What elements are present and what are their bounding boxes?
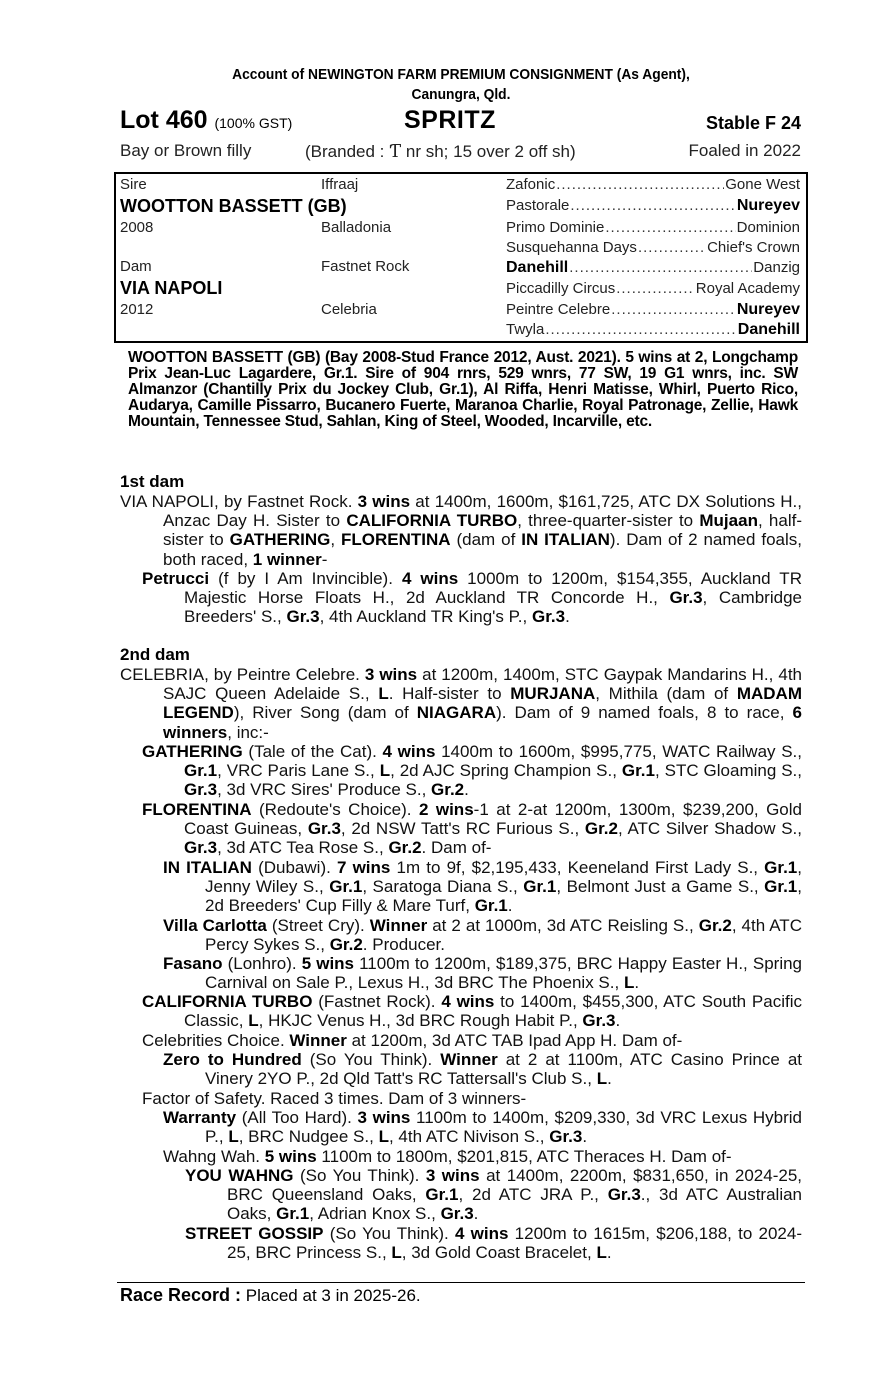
ancestor-sire-name: Gone West bbox=[725, 176, 800, 193]
ancestor-name: Primo Dominie bbox=[506, 219, 605, 236]
progeny-entry: GATHERING (Tale of the Cat). 4 wins 1400m to 1600m, $995,775, WATC Railway S., Gr.1, VRC Paris Lane S., L, 2d AJC Spring Champion S., Gr.1, STC Gloaming S., Gr.3, 3d VRC Sires' Produce S., Gr.2. bbox=[142, 742, 802, 800]
progeny-entry: Warranty (All Too Hard). 3 wins 1100m to 1400m, $209,330, 3d VRC Lexus Hybrid P., L, BRC Nudgee S., L, 4th ATC Nivison S., Gr.3. bbox=[163, 1108, 802, 1147]
leader-dots bbox=[570, 197, 735, 214]
progeny-entry: Wahng Wah. 5 wins 1100m to 1800m, $201,815, ATC Theraces H. Dam of- bbox=[163, 1147, 732, 1166]
foaled-year: Foaled in 2022 bbox=[688, 141, 801, 160]
ancestor-name: Susquehanna Days bbox=[506, 239, 637, 256]
horse-name: SPRITZ bbox=[404, 106, 496, 134]
vendor-line-2: Canungra, Qld. bbox=[411, 86, 511, 103]
dam-label: Dam bbox=[120, 258, 152, 275]
dam-sire: Fastnet Rock bbox=[321, 258, 410, 275]
pedigree-ancestor-line bbox=[506, 219, 800, 236]
sire-name: WOOTTON BASSETT (GB) bbox=[120, 196, 347, 216]
ancestor-name: Pastorale bbox=[506, 197, 570, 214]
lot-number bbox=[120, 106, 292, 135]
pedigree-ancestor-line bbox=[506, 301, 800, 319]
ancestor-sire-name: Nureyev bbox=[736, 301, 800, 318]
progeny-entry: Zero to Hundred (So You Think). Winner at 2 at 1100m, ATC Casino Prince at Vinery 2YO P., 2d Qld Tatt's RC Tattersall's Club S., L. bbox=[163, 1050, 802, 1089]
sire-sire: Iffraaj bbox=[321, 176, 359, 193]
progeny-entry: STREET GOSSIP (So You Think). 4 wins 1200m to 1615m, $206,188, to 2024-25, BRC Princess S., L, 3d Gold Coast Bracelet, L. bbox=[185, 1224, 802, 1263]
sire-label: Sire bbox=[120, 176, 147, 193]
second-dam-heading: 2nd dam bbox=[120, 645, 190, 664]
ancestor-sire-name: Chief's Crown bbox=[707, 239, 800, 256]
ancestor-sire-name: Danehill bbox=[737, 321, 800, 338]
pedigree-ancestor-line bbox=[506, 280, 800, 297]
progeny-entry: Villa Carlotta (Street Cry). Winner at 2 at 1000m, 3d ATC Reisling S., Gr.2, 4th ATC Percy Sykes S., Gr.2. Producer. bbox=[163, 916, 802, 955]
ancestor-name: Peintre Celebre bbox=[506, 301, 611, 318]
vendor-line-1: Account of NEWINGTON FARM PREMIUM CONSIGNMENT (As Agent), bbox=[232, 66, 690, 83]
gst-note: (100% GST) bbox=[214, 115, 293, 131]
pedigree-ancestor-line bbox=[506, 197, 800, 215]
dam-name: VIA NAPOLI bbox=[120, 278, 223, 298]
pedigree-ancestor-line bbox=[506, 321, 800, 339]
sex-colour: Bay or Brown filly bbox=[120, 141, 252, 160]
brand-prefix: (Branded : bbox=[305, 142, 385, 161]
sire-summary: WOOTTON BASSETT (GB) (Bay 2008-Stud France 2012, Aust. 2021). 5 wins at 2, Longchamp Prix Jean-Luc Lagardere, Gr.1. Sire of 904 rnrs, 529 wnrs, 77 SW, 19 G1 wnrs, inc. SW Almanzor (Chantilly Prix du Jockey Club, Gr.1), Al Riffa, Henri Matisse, Whirl, Puerto Rico, Audarya, Camille Pissarro, Bucanero Fuerte, Maranoa Charlie, Royal Patronage, Zellie, Hawk Mountain, Tennessee Stud, Sahlan, King of Steel, Wooded, Incarville, etc. bbox=[128, 349, 798, 430]
dam-dam: Celebria bbox=[321, 301, 377, 318]
progeny-entry: Factor of Safety. Raced 3 times. Dam of 3 winners- bbox=[142, 1089, 527, 1108]
ancestor-sire-name: Nureyev bbox=[736, 197, 800, 214]
brand-symbol-icon: Ƭ bbox=[389, 141, 402, 162]
race-record bbox=[120, 1285, 421, 1306]
progeny-entry: Petrucci (f by I Am Invincible). 4 wins 1000m to 1200m, $154,355, Auckland TR Majestic Horse Floats H., 2d Auckland TR Concorde H., Gr.3, Cambridge Breeders' S., Gr.3, 4th Auckland TR King's P., Gr.3. bbox=[142, 569, 802, 627]
sire-year: 2008 bbox=[120, 219, 154, 236]
progeny-entry: FLORENTINA (Redoute's Choice). 2 wins-1 at 2-at 1200m, 1300m, $239,200, Gold Coast Guineas, Gr.3, 2d NSW Tatt's RC Furious S., Gr.2, ATC Silver Shadow S., Gr.3, 3d ATC Tea Rose S., Gr.2. Dam of- bbox=[142, 800, 802, 858]
ancestor-name: Piccadilly Circus bbox=[506, 280, 616, 297]
stable-location: Stable F 24 bbox=[705, 113, 801, 133]
ancestor-sire-name: Danzig bbox=[753, 259, 800, 276]
first-dam-heading: 1st dam bbox=[120, 472, 185, 491]
dam-entry: VIA NAPOLI, by Fastnet Rock. 3 wins at 1400m, 1600m, $161,725, ATC DX Solutions H., Anzac Day H. Sister to CALIFORNIA TURBO, three-quarter-sister to Mujaan, half-sister to GATHERING, FLORENTINA (dam of IN ITALIAN). Dam of 2 named foals, both raced, 1 winner- bbox=[120, 492, 803, 569]
pedigree-ancestor-line bbox=[506, 176, 800, 193]
divider bbox=[117, 1282, 805, 1283]
race-record-text: Placed at 3 in 2025-26. bbox=[245, 1286, 421, 1305]
progeny-entry: Fasano (Lonhro). 5 wins 1100m to 1200m, $189,375, BRC Happy Easter H., Spring Carnival on Sale P., Lexus H., 3d BRC The Phoenix S., L. bbox=[163, 954, 803, 993]
leader-dots bbox=[638, 239, 706, 256]
progeny-entry: CALIFORNIA TURBO (Fastnet Rock). 4 wins to 1400m, $455,300, ATC South Pacific Classic, L, HKJC Venus H., 3d BRC Rough Habit P., Gr.3. bbox=[142, 992, 802, 1031]
lot-label: Lot 460 bbox=[120, 106, 208, 134]
ancestor-name: Danehill bbox=[506, 259, 569, 276]
brand-suffix: nr sh; 15 over 2 off sh) bbox=[405, 142, 576, 161]
race-record-label: Race Record : bbox=[120, 1285, 242, 1305]
pedigree-ancestor-line bbox=[506, 239, 800, 256]
progeny-entry: IN ITALIAN (Dubawi). 7 wins 1m to 9f, $2,195,433, Keeneland First Lady S., Gr.1, Jenny Wiley S., Gr.1, Saratoga Diana S., Gr.1, Belmont Just a Game S., Gr.1, 2d Breeders' Cup Filly & Mare Turf, Gr.1. bbox=[163, 858, 802, 916]
ancestor-name: Zafonic bbox=[506, 176, 556, 193]
progeny-entry: Celebrities Choice. Winner at 1200m, 3d ATC TAB Ipad App H. Dam of- bbox=[142, 1031, 683, 1050]
leader-dots bbox=[616, 280, 695, 297]
sire-dam: Balladonia bbox=[321, 219, 392, 236]
leader-dots bbox=[556, 176, 724, 193]
leader-dots bbox=[545, 321, 736, 338]
ancestor-name: Twyla bbox=[506, 321, 545, 338]
ancestor-sire-name: Dominion bbox=[736, 219, 800, 236]
leader-dots bbox=[611, 301, 736, 318]
pedigree-ancestor-line bbox=[506, 259, 800, 277]
dam-year: 2012 bbox=[120, 301, 154, 318]
brand-description bbox=[305, 141, 576, 162]
leader-dots bbox=[569, 259, 752, 276]
progeny-entry: YOU WAHNG (So You Think). 3 wins at 1400m, 2200m, $831,650, in 2024-25, BRC Queensland Oaks, Gr.1, 2d ATC JRA P., Gr.3., 3d ATC Australian Oaks, Gr.1, Adrian Knox S., Gr.3. bbox=[185, 1166, 803, 1224]
leader-dots bbox=[605, 219, 735, 236]
second-dam-entry: CELEBRIA, by Peintre Celebre. 3 wins at 1200m, 1400m, STC Gaypak Mandarins H., 4th SAJC Queen Adelaide S., L. Half-sister to MURJANA, Mithila (dam of MADAM LEGEND), River Song (dam of NIAGARA). Dam of 9 named foals, 8 to race, 6 winners, inc:- bbox=[120, 665, 802, 742]
ancestor-sire-name: Royal Academy bbox=[695, 280, 800, 297]
